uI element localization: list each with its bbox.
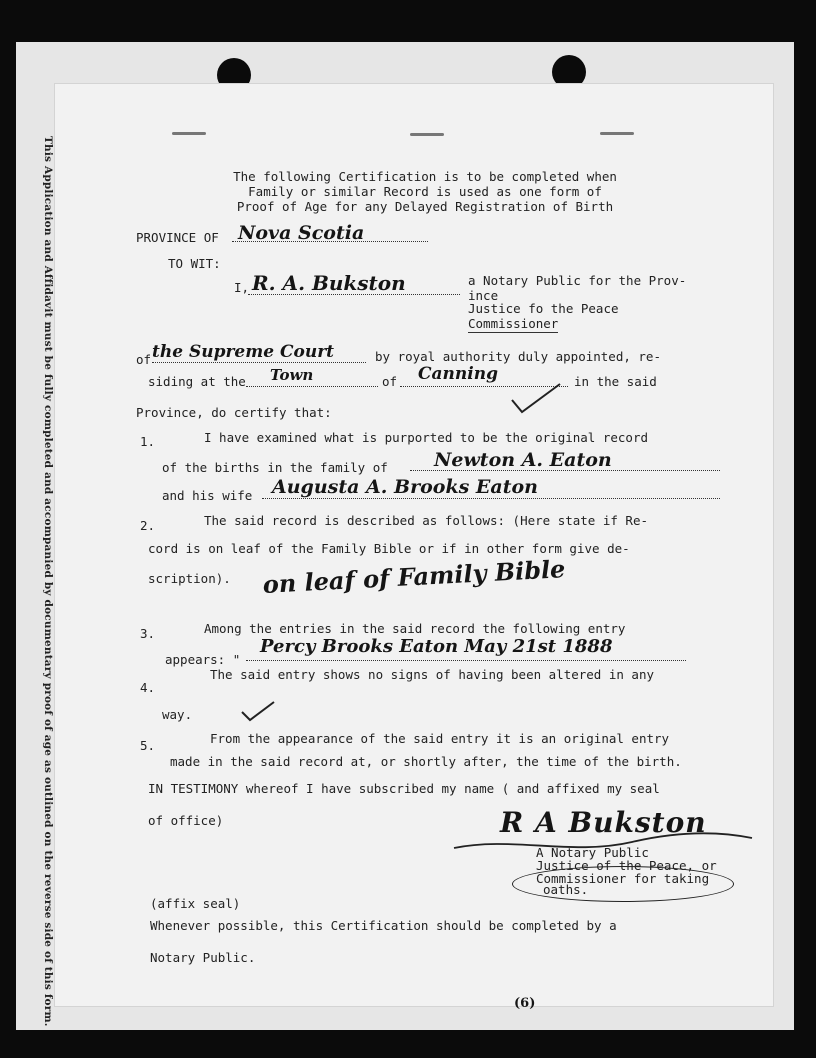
left-margin-text: This Application and Affidavit must be fully completed and accompanied by documentary proof of age as outlined on the reverse side of this form. <box>42 136 54 1027</box>
authority-text: of <box>382 374 398 389</box>
record-description: on leaf of Family Bible <box>262 554 567 599</box>
check-mark-icon <box>508 380 568 420</box>
authority-text: in the said <box>574 374 657 389</box>
seal-note: (affix seal) <box>150 896 241 911</box>
check-mark-icon <box>240 700 280 724</box>
family-name: Newton A. Eaton <box>434 449 612 471</box>
staple-mark <box>172 132 206 135</box>
certifier-name: R. A. Bukston <box>252 271 406 295</box>
testimony-text: IN TESTIMONY whereof I have subscribed my name ( and affixed my seal <box>148 781 660 796</box>
commissioner-circle <box>512 866 734 902</box>
item-number: 1. <box>140 434 156 449</box>
signatory-title: A Notary Public <box>536 845 649 860</box>
family-line <box>410 470 720 471</box>
item-2-text: The said record is described as follows: (Here state if Re- <box>204 513 649 528</box>
place-name: Canning <box>418 364 498 384</box>
authority-text: Province, do certify that: <box>136 405 332 420</box>
item-1-text: of the births in the family of <box>162 460 388 475</box>
signatory-title: Commissioner for taking <box>536 871 710 886</box>
province-label: PROVINCE OF <box>136 230 219 245</box>
authority-court: the Supreme Court <box>152 342 335 362</box>
item-3-text: Among the entries in the said record the following entry <box>204 621 626 636</box>
item-number: 2. <box>140 518 156 533</box>
item-1-text: I have examined what is purported to be the original record <box>204 430 649 445</box>
staple-mark <box>410 133 444 136</box>
item-4-text: The said entry shows no signs of having been altered in any <box>210 667 655 682</box>
page-mark: (6) <box>514 996 536 1011</box>
court-line <box>152 362 366 363</box>
signatory-title: Justice of the Peace, or <box>536 858 717 873</box>
item-5-text: From the appearance of the said entry it is an original entry <box>210 731 670 746</box>
place-type-line <box>246 386 378 387</box>
signature: R A Bukston <box>500 806 707 839</box>
record-entry: Percy Brooks Eaton May 21st 1888 <box>260 636 613 657</box>
footer-note: Whenever possible, this Certification should be completed by a <box>150 918 617 933</box>
footer-note: Notary Public. <box>150 950 256 965</box>
province-line <box>232 241 428 242</box>
item-1-text: and his wife <box>162 488 253 503</box>
place-type: Town <box>270 366 314 384</box>
certifier-line <box>248 294 460 295</box>
wife-line <box>262 498 720 499</box>
staple-mark <box>600 132 634 135</box>
signatory-title: oaths. <box>543 882 589 897</box>
item-2-text: cord is on leaf of the Family Bible or if in other form give de- <box>148 541 630 556</box>
province-value: Nova Scotia <box>238 222 365 244</box>
header-line: The following Certification is to be completed when <box>233 169 617 184</box>
testimony-text: of office) <box>148 813 224 828</box>
certifier-prefix: I, <box>234 280 250 295</box>
item-2-text: scription). <box>148 571 231 586</box>
header-line: Family or similar Record is used as one form of <box>248 184 602 199</box>
to-wit-label: TO WIT: <box>168 256 221 271</box>
item-4-text: way. <box>162 707 193 722</box>
header-line: Proof of Age for any Delayed Registration of Birth <box>236 199 614 214</box>
certifier-title: Commissioner <box>468 316 559 331</box>
item-number: 3. <box>140 626 156 641</box>
certifier-title: ince <box>468 288 499 303</box>
authority-text: by royal authority duly appointed, re- <box>375 349 661 364</box>
item-number: 5. <box>140 738 156 753</box>
item-5-text: made in the said record at, or shortly after, the time of the birth. <box>170 754 682 769</box>
item-3-text: appears: " <box>165 652 241 667</box>
entry-line <box>246 660 686 661</box>
authority-prefix: of <box>136 352 152 367</box>
wife-name: Augusta A. Brooks Eaton <box>272 476 538 498</box>
authority-text: siding at the <box>148 374 246 389</box>
certifier-title: Justice fo the Peace <box>468 301 619 316</box>
item-number: 4. <box>140 680 156 695</box>
certifier-title: a Notary Public for the Prov- <box>468 273 687 288</box>
